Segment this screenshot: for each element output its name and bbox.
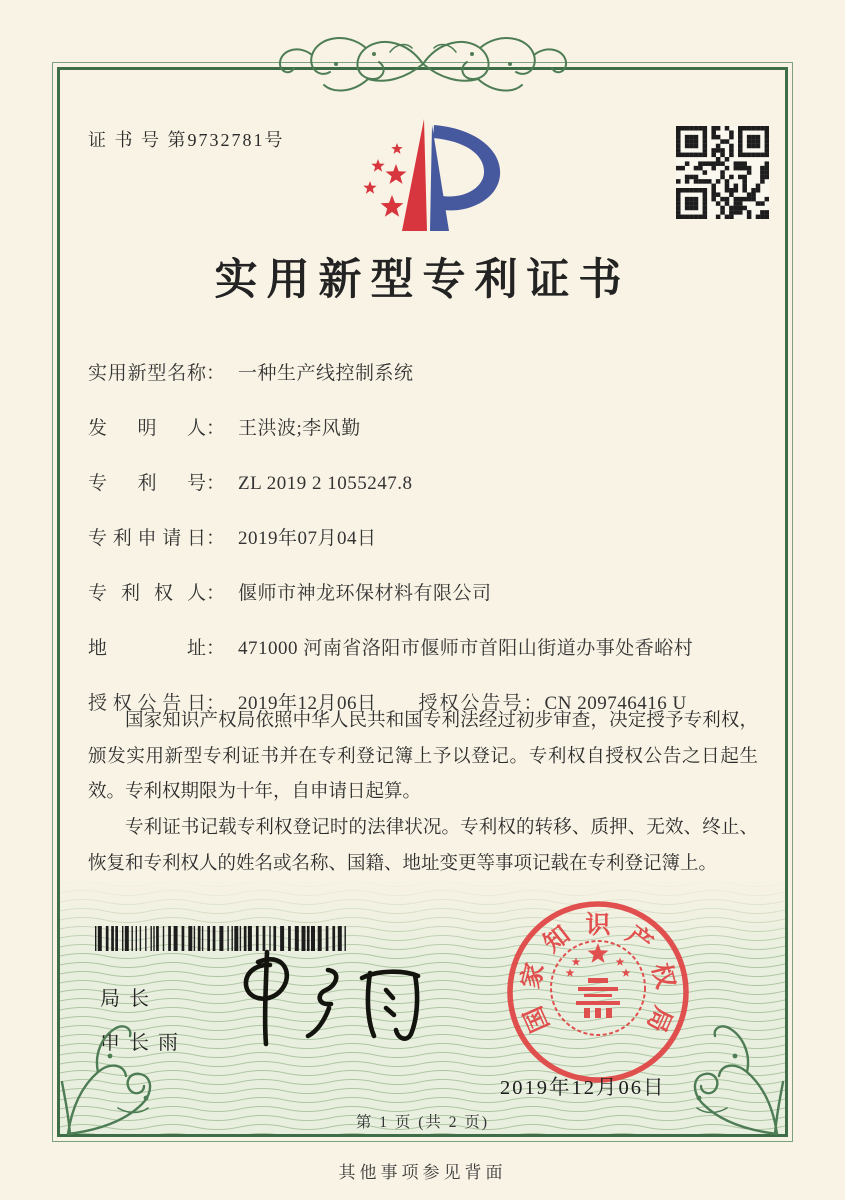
officer-name: 申长雨 — [100, 1032, 187, 1054]
svg-text:产: 产 — [620, 921, 658, 958]
legal-text — [88, 704, 758, 883]
star-icon — [381, 195, 404, 217]
field-row — [88, 468, 760, 495]
field-value: 偃师市神龙环保材料有限公司 — [238, 583, 492, 604]
field-row — [88, 523, 760, 550]
field-label: 专 利 号 — [88, 473, 206, 494]
field-label: 发 明 人 — [88, 418, 206, 439]
field-colon: ： — [206, 693, 226, 714]
cnipa-logo-icon — [350, 113, 520, 241]
field-colon: ： — [206, 473, 226, 494]
star-icon — [371, 159, 384, 172]
field-label: 授 权 公 告 日 — [88, 693, 206, 714]
svg-text:权: 权 — [646, 960, 679, 992]
field-row — [88, 413, 760, 440]
svg-text:知: 知 — [538, 921, 576, 958]
top-scroll-ornament — [270, 18, 576, 104]
star-icon — [363, 181, 376, 194]
field-value: 2019年07月04日 — [238, 528, 377, 549]
seal-date: 2019年12月06日 — [500, 1077, 666, 1099]
field-value: 2019年12月06日 — [238, 693, 377, 714]
field-value: CN 209746416 U — [544, 693, 687, 714]
field-label: 实 用 新 型 名 称 — [88, 363, 206, 384]
field-label: 地 址 — [88, 638, 206, 659]
field-value: ZL 2019 2 1055247.8 — [238, 473, 413, 494]
field-value: 471000 河南省洛阳市偃师市首阳山街道办事处香峪村 — [238, 638, 694, 659]
certificate-number: 证 书 号 第9732781号 — [88, 130, 285, 150]
field-colon: ： — [206, 638, 226, 659]
back-side-note: 其他事项参见背面 — [338, 1163, 507, 1182]
field-colon: ： — [206, 583, 226, 604]
officer-title: 局长 — [100, 988, 158, 1010]
field-label: 专 利 申 请 日 — [88, 528, 206, 549]
field-label: 专 利 权 人 — [88, 583, 206, 604]
page-number: 第 1 页 (共 2 页) — [355, 1114, 490, 1131]
qr-code-icon — [676, 126, 769, 219]
field-colon: ： — [206, 528, 226, 549]
official-seal-icon — [492, 896, 704, 1088]
svg-text:局: 局 — [641, 1002, 677, 1036]
field-colon: ： — [206, 363, 226, 384]
fields — [88, 358, 760, 743]
handwritten-signature-icon — [228, 942, 428, 1050]
svg-text:国: 国 — [519, 1002, 555, 1036]
national-emblem — [566, 943, 631, 1018]
field-label: 授权公告号： — [418, 693, 545, 714]
field-row — [88, 358, 760, 385]
field-row — [88, 578, 760, 605]
certificate-title: 实用新型专利证书 — [214, 257, 631, 304]
field-value: 王洪波;李风勤 — [238, 418, 361, 439]
field-colon: ： — [206, 418, 226, 439]
svg-text:识: 识 — [585, 912, 611, 939]
field-value: 一种生产线控制系统 — [238, 363, 414, 384]
legal-paragraph: 专利证书记载专利权登记时的法律状况。专利权的转移、质押、无效、终止、恢复和专利权人的姓名或名称、国籍、地址变更等事项记载在专利登记簿上。 — [88, 818, 758, 874]
star-icon — [391, 143, 402, 154]
field-row — [88, 633, 760, 660]
legal-paragraph: 国家知识产权局依照中华人民共和国专利法经过初步审查，决定授予专利权，颁发实用新型专利证书并在专利登记簿上予以登记。专利权自授权公告之日起生效。专利权期限为十年，自申请日起算。 — [88, 711, 758, 803]
svg-text:家: 家 — [517, 960, 550, 992]
star-icon — [386, 164, 407, 184]
